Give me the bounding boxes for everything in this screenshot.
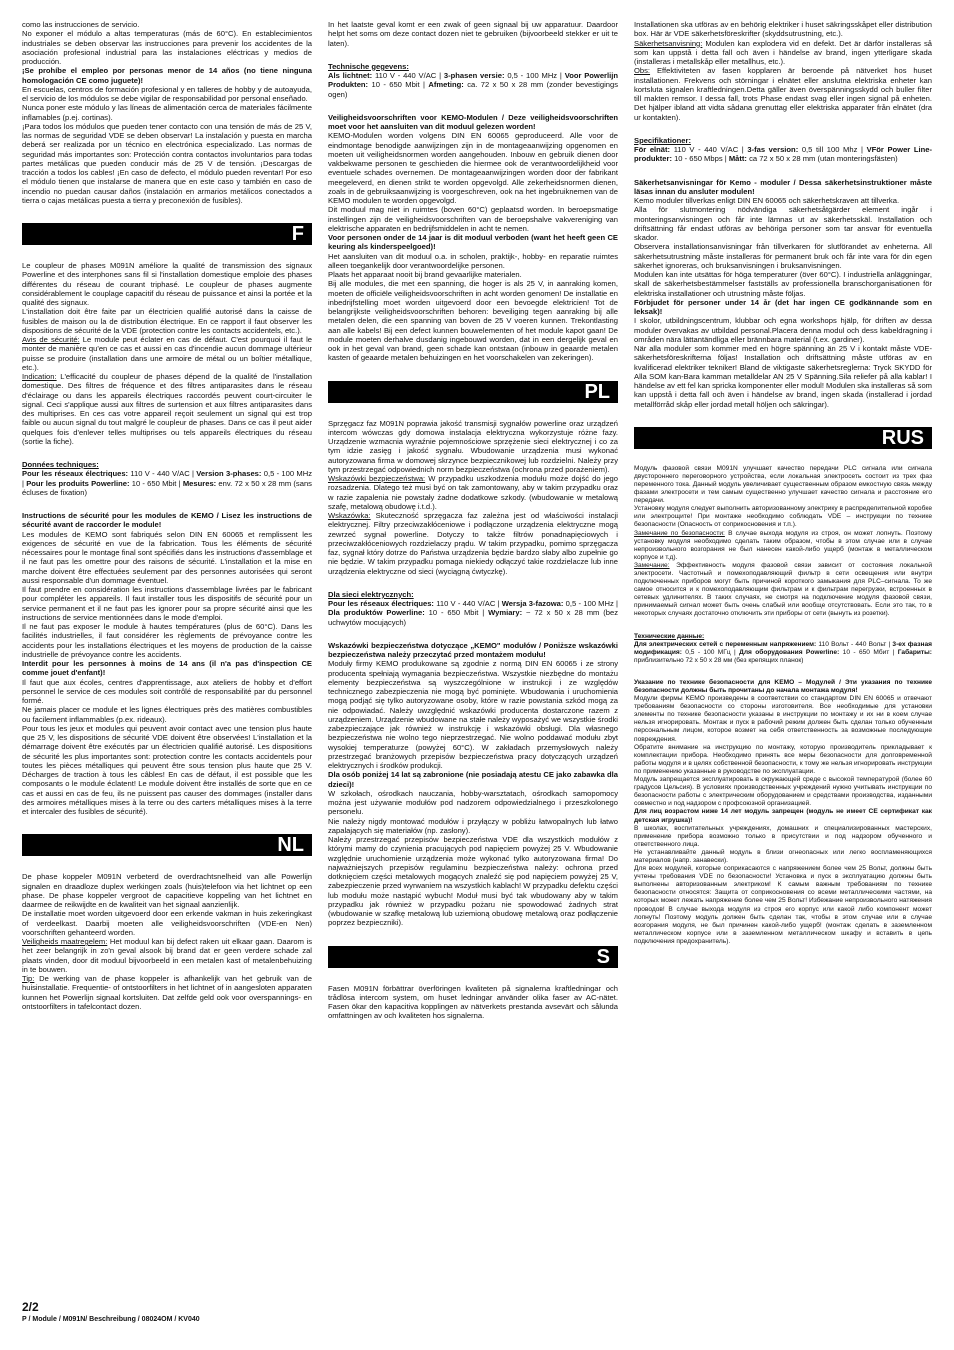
sv-tip: Obs: Effektiviteten av fasen kopplaren är beroende på nätverket hos huset installationen. Frekvens och störningar i elnätet eller anslutna elektriska enheter kan kortsluta signalen kraftledningen.Detta gäller även överspänningsskydd och buller filter till makten remsor. I dessa fall, trots Phase endast svag eller ingen signal på enheten. Det hjälper ibland att vidta sådana grenuttag eller elektriska apparater från elnätet (dra ur kontakten). bbox=[634, 66, 932, 122]
es-text: En escuelas, centros de formación profesional y en talleres de hobby y de autoayuda, el servicio de los módulos se debe vigilar de responsabilidad por personal enseñado. bbox=[22, 84, 312, 103]
es-text: como las instrucciones de servicio. bbox=[22, 20, 140, 29]
sv-intro: Fasen M091N förbättrar överföringen kvaliteten på signalerna kraftledningar och trådlösa intercom system, om huset ledningar använder olika faser av AC-nätet. Fasen ökar den kapacitiva kopplingen av nätverkets prestanda avsevärt och sålunda omfattningen av och kvaliteten hos signalerna. bbox=[328, 983, 618, 1021]
ru-tech-specs: Для электрических сетей с переменным напряжением: 110 Вольт - 440 Вольт | 3-ех фазная модификация: 0,5 - 100 МГц | Для оборудования Powerline: 10 - 650 Мбит | Габариты: приблизительно 72 x 50 x 28 мм (без крепящих планок) bbox=[634, 640, 933, 664]
pl-age-warning: Dla osób poniżej 14 lat są zabronione (nie posiadają atestu CE jako zabawka dla dzieci)! bbox=[328, 770, 618, 789]
sv-security-title: Säkerhetsanvisningar för Kemo - moduler / Dessa säkerhetsinstruktioner måste läsas innan du ansluter modulen! bbox=[634, 177, 932, 196]
ru-security-text: Для всех модулей, которые соприкасаются с напряжением более чем 25 Вольт, должны быть учтены требования VDE по безопасности! Установка и пуск в эксплуатацию должны быть выполнены авторизованным электриком! К самым важным требованиям по технике безопасности относятся: Защита от соприкосновения со всеми металлическими частями, на которых может лежать напряжение более чем 25 Вольт! Избежание непроизвольного натяжения проводов! В случае выхода модуля из строя его корпус или какой либо компонент может лопнуть! Поэтому модуль должен быть сделан так, чтобы в этом случае или в случае возгорания модуля, не был причинен какой-либо ущерб! (монтаж сделать в заземленном металлическом корпусе или в заземленном металлическом шкафу и вставить в цепь подключения предохранитель). bbox=[634, 865, 932, 945]
ru-security-title: Указание по технике безопасности для KEMO – Модулей / Эти указания по технике безопасности должны быть прочитаны до начала монтажа модуля! bbox=[634, 678, 932, 694]
fr-security-text: Il faut prendre en considération les instructions d'assemblage livrées par le fabricant pour compléter les appareils. Il faut installer tous les dispositifs de sécurité pour un service permanent et il ne faut pas les ignorer pour sa propre sécurité ainsi que les instructions de service mentionnées dans le mode d'emploi. bbox=[22, 585, 312, 622]
nl-tech-specs: Als lichtnet: 110 V - 440 V/AC | 3-phasen versie: 0,5 - 100 MHz | Voor Powerlijn Produkten: 10 - 650 Mbit | Afmeting: ca. 72 x 50 x 28 mm (zonder bevestigings ogen) bbox=[328, 71, 618, 99]
pl-security-text: W szkołach, ośrodkach nauczania, hobby-warsztatach, ośrodkach samopomocy można jest używanie modułów pod nadzorem odpowiedzialnego i przeszkolonego personelu. bbox=[328, 788, 618, 817]
sv-tech-specs: För elnät: 110 V - 440 V/AC | 3-fas version: 0,5 till 100 Mhz | VFör Power Line-produkter: 10 - 650 Mbps | Mått: ca 72 x 50 x 28 mm (utan monteringsfästen) bbox=[634, 145, 932, 164]
pl-security-title: Wskazówki bezpieczeństwa dotyczące „KEMO" modułów / Poniższe wskazówki bezpieczeństwa należy przeczytać przed montażem modułu! bbox=[328, 640, 618, 659]
es-text: ¡Se prohíbe el empleo por personas menor de 14 años (no tiene ninguna homologación CE como juguete)! bbox=[22, 66, 312, 85]
es-text: ¡Para todos los módulos que pueden tener contacto con una tensión de más de 25 V, las normas de seguridad VDE se deben observar! La instalación y puesta en marcha deberá ser realizada por un técnico en electrónica especializado. Las normas de seguridad más importantes son: Protección contra contactos involuntarios para todas partes metálicas que pueden conducir más de 25 V de tensión. ¡Descargas de tracción a todos los cables! ¡En caso de defecto, el módulo pueden reventar! Por eso el módulo tienen que instalarse de manera que en este caso y también en caso de incendio no puedan causar daños (instalación en armarios metálicos conectados a tierra o cajas metálicas puesta a tierra y preconexión de fusibles). bbox=[22, 121, 312, 205]
ru-install: Установку модуля следует выполнить авторизованному электрику в распределительной коробке или электрощите! При монтаже необходимо соблюдать VDE – инструкции по технике безопасности (Опасность от соприкосновения и т.п.). bbox=[634, 505, 932, 529]
language-banner-sv: S bbox=[328, 946, 618, 968]
fr-security-text: Les modules de KEMO sont fabriqués selon DIN EN 60065 et remplissent les exigences de sécurité en vue de la fabrication. Tous les éléments de sécurité nécessaires pour le montage final sont spécifiés dans les instructions d'assemblage et il ne faut pas les omettre pour des raisons de sécurité. L'installation et la mise en marche doivent être effectuées seulement par des personnes autorisées qui seront aussi responsable d'un dommage éventuel. bbox=[22, 529, 312, 585]
fr-install: L'installation doit être faite par un électricien qualifié autorisé dans la caisse de fusibles de maison ou la de distribution électrique. En ce rapport il faut observer les dispositions de sécurité de la VDE (protection contre les contacts accidentels, etc.). bbox=[22, 307, 312, 335]
sv-safety: Säkerhetsanvisning: Modulen kan explodera vid en defekt. Det är därför installeras så som kan uppstå i detta fall och även i händelse av brand, ingen ytterligare skada (installeras i metallskåp eller metallhus, etc.). bbox=[634, 38, 932, 66]
fr-security-text: Il faut que aux écoles, centres d'apprentissage, aux ateliers de hobby et d'effort personnel le service de ces modules soit contrôlé de responsabilité par du personnel formé. bbox=[22, 677, 312, 705]
fr-indication: Indication: L'efficacité du coupleur de phases dépend de la qualité de l'installation domestique. Des filtres de fréquence et des filtres antiparasites dans le réseau d'éclairage ou dans les appareils électriques raccordés peuvent court-circuiter le signal. Ceci s'applique aussi aux filtres de surtension et aux filtres antiparasites dans des multiprises. En ces cas votre appareil reçoit seulement un signal qui est trop faible ou aucun signal du tout malgré le coupleur de phases. Dans ce cas il peut aider quelques fois d'enlever telles multiprises ou tels appareils électriques du réseau (sortie la fiche). bbox=[22, 372, 312, 446]
nl-security-text: Plaats het apparaat nooit bij brand gevaarlijke materialen. bbox=[328, 270, 522, 279]
nl-security-title: Veiligheidsvoorschriften voor KEMO-Modulen / Deze veiligheidsvoorschriften moet voor het aansluiten van dit moduul gelezen worden! bbox=[328, 112, 618, 131]
fr-security-title: Instructions de sécurité pour les modules de KEMO / Lisez les instructions de sécurité avant de raccorder le module! bbox=[22, 511, 312, 530]
sv-security-text: Kemo moduler tillverkas enligt DIN EN 60065 och säkerhetskraven att tillverka. bbox=[634, 196, 900, 205]
ru-age-warning: Для лиц возрастом ниже 14 лет модуль запрещен (модуль не имеет CE сертификат как детская игрушка)! bbox=[634, 808, 932, 824]
ru-security-text: Модуль запрещается эксплуатировать в окружающей среде с высокой температурой (более 60 градусов Цельсия). В условиях производственных учреждений нужно учитывать инструкции по безопасности работы с электрическим оборудованием и средствами производства, изданными совместно и под надзором с профсоюзной организацией. bbox=[634, 776, 932, 808]
fr-safety: Avis de sécurité: Le module peut éclater en cas de défaut. C'est pourquoi il faut le monter de manière qu'en ce cas et aussi en cas d'incendie aucun dommage ultérieur puisse se produire (installation dans une armoire de métal ou un boîtier métallique, etc.). bbox=[22, 335, 312, 372]
pl-security-text: Należy przestrzegać przepisów bezpieczeństwa VDE dla wszystkich modułów z którymi mamy do czynienia pracujących pod napięciem powyżej 25 V. Wbudowanie względnie uruchomienie urządzenia może wykonać tylko autoryzowana firma! Do najważniejszych przepisów regulaminu bezpieczeństwa należy: ochrona przed dotknięciem części metalowych mogących znaleźć się pod napięciem powyżej 25 V, zabezpieczenie przed wyrwaniem na wszystkich kablach! W przypadku defektu części lub modułu może nastąpić wybuch! Moduł musi być tak wbudowany aby w takim przypadku jak również w przypadku pożaru nie spowodować żadnych strat (wbudowanie w szafkę metalową lub uziemioną obudowę metalową oraz podłączenie poprzez bezpieczniki). bbox=[328, 835, 618, 928]
fr-intro: Le coupleur de phases M091N améliore la qualité de transmission des signaux Powerline et des interphones sans fil si l'installation domestique emploie des phases différentes du réseau de courant triphasé. Le coupleur de phases augmente considérablement le couplage capacitif du réseau de puissance et ainsi la portée et la qualité des signaux. bbox=[22, 261, 312, 307]
nl-security-text: KEMO-Modulen worden volgens DIN EN 60065 geproduceerd. Alle voor de eindmontage benodigde aanwijzingen zijn in de montageaanwijzing opgenomen en moeten uit veiligheidsnormen worden aangehouden. Inbouw en gebruik dienen door vakbekwame personen te geschieden die hiermee ook de verantwoordelijkheid voor eventuele schades overnemen. De montageaanwijzingen worden door der fabrikant meegeleverd, en dienen strikt te worden opgevolgd. Alle zekerheidsnormen dienen, zoals in de gebruiksaanwijzing is voorgeschreven, ook na het ingebruiknemen van de KEMO modulen te worden opgevolgd. bbox=[328, 131, 618, 205]
language-banner-nl: NL bbox=[22, 834, 312, 856]
nl-security-text: Bij alle modules, die met een spanning, die hoger is als 25 V, in aanraking komen, moeten de officiële veiligheidsvoorschriften in acht worden genomen! De installatie en inbedrijfstelling moet worden uitgevoerd door een bevoegde elektricien! Tot de belangrijkste veiligheidsvoorschriften behoren: beveiliging tegen aanraking bij alle metalen delen, die een spanning van boven de 25 V voeren kunnen. Trekontlasting aan alle kabels! Bij een defect kunnen bouwelementen of het module kapot gaan! De module moeten derhalve dusdanig ingebouwd worden, dat in een dergelijk geval en ook in het geval van brand, geen schade kan ontstaan (inbouw in geaarde metalen kasten of geaarde metalen behuizingen en het voorschakelen van zekeringen). bbox=[328, 279, 618, 363]
language-banner-fr: F bbox=[22, 223, 312, 245]
ru-safety: Замечание по безопасности: В случае выхода модуля из строя, он может лопнуть. Поэтому установку модуля необходимо сделать таким образом, чтобы в этом случае или в случае непроизвольного возгорания не был нанесен какой-либо ущерб (монтаж в металлическом корпусе и т.д). bbox=[634, 529, 932, 561]
column-2 bbox=[328, 20, 618, 1021]
fr-tech-specs: Pour les réseaux électriques: 110 V - 440 V/AC | Version 3-phases: 0,5 - 100 MHz | Pour les produits Powerline: 10 - 650 Mbit | Mesures: env. 72 x 50 x 28 mm (sans écluses de fixation) bbox=[22, 469, 312, 497]
es-text: No exponer el módulo a altas temperaturas (más de 60°C). En establecimientos industriales se deben observar las instrucciones para prevenir los accidentes de la asociación profesional industrial para las instalaciones eléctricas y medios de producción. bbox=[22, 29, 312, 66]
fr-security-text: Ne jamais placer ce module et les lignes électriques près des matières combustibles ou facilement inflammables (p.ex. rideaux). bbox=[22, 705, 312, 724]
nl-install: De installatie moet worden uitgevoerd door een erkende vakman in huis zekeringkast of verdeelkast. Daarbij moeten alle veiligheidsvoorschriften (VDE-en Nen) voorschriften gehanteerd worden. bbox=[22, 909, 312, 937]
ru-security-text: Модули фирмы KEMO произведены в соответствии со стандартом DIN EN 60065 и отвечают требованиям безопасности со стороны изготовителя. Все необходимые для установки элементы по технике безопасности указаны в инструкции по монтажу и их ни в коем случае нельзя игнорировать. Монтаж и пуск в рабочий режим должен быть сделан только обученным персональным лицом, которое возмет на себя ответственность за возможные последующие повреждения. bbox=[634, 695, 932, 743]
nl-security-text: Dit moduul mag niet in ruimtes (boven 60°C) geplaatsd worden. In beroepsmatige instellingen zijn de veiligheidsvoorschriften van de beroepshalve vakvereniging van elektrische apparaten en bedrijfsmiddelen in acht te nemen. bbox=[328, 205, 618, 233]
pl-tip: Wskazówka: Skuteczność sprzęgacza faz zależna jest od właściwości instalacji elektrycznej. Filtry przeciwzakłóceniowe i podłączone urządzenia elektryczne mogą zewrzeć sygnał powerline. Dotyczy to także filtrów ponadnapięciowych i przeciwzakłóceniowych rozdzielaczy prądu. W takim przypadku, pomimo sprzęgacza faz, sygnał który dotrze do Państwa urządzenia będzie bardzo słaby albo zupełnie go nie będzie. W takim przypadku pomaga niekiedy odłączyć takie rozdzielacze lub inne urządzenia elektryczne od sieci (wyciągną ćwtyczkę). bbox=[328, 511, 618, 576]
nl-safety: Veiligheids maatregelem: Het moduul kan bij defect raken uit elkaar gaan. Daarom is het zeer belangrijk in zo'n geval alsook bij brand dat er geen verdere schade zal plaats vinden, door dit moduul bijvoorbeeld in een metalen kast of metalenbehuizing in te bouwen. bbox=[22, 937, 313, 974]
ru-tech-title: Технические данные: bbox=[634, 632, 705, 640]
column-1 bbox=[22, 20, 312, 1011]
fr-age-warning: Interdit pour les personnes à moins de 14 ans (il n'a pas d'inspection CE comme jouet d'enfant)! bbox=[22, 659, 312, 678]
sv-age-warning: Förbjudet för personer under 14 år (det har ingen CE godkännande som en leksak)! bbox=[634, 297, 932, 316]
fr-security-text: Il ne faut pas exposer le module à hautes températures (plus de 60°C). Dans les facilités industrielles, il faut considérer les règlements de prévoyance contre les accidents pour les installations électriques et les moyens de production de la caisse industrielle de prévoyance contre les accidents. bbox=[22, 622, 312, 659]
column-3 bbox=[634, 20, 932, 946]
fr-tech-title: Données techniques: bbox=[22, 460, 99, 469]
sv-security-text: Alla för slutmontering nödvändiga säkerhetsåtgärder element ingår i monteringsanvisningen och får inte lämnas ut av säkerhetsskäl. Installation och driftsättning får endast utföras av behöriga personer som tar ansvar för eventuella skador. bbox=[634, 205, 932, 242]
document-reference: P / Module / M091N/ Beschreibung / 08024OM / KV040 bbox=[22, 1316, 200, 1323]
nl-intro: De phase koppeler M091N verbeterd de overdrachtsnelheid van alle Powerlijn signalen en draadloze duplex werkingen zoals (huis)telefoon via het lichtnet op een phase. De phase koppeler vergroot de capacitieve koppeling van het lichtnet en daarmee de reikwijdte en de kwaliteit van het signaal aanzienlijk. bbox=[22, 872, 312, 909]
page-number: 2/2 bbox=[22, 1300, 39, 1314]
ru-security-text: В школах, воспитательных учреждениях, домашних и специализированных мастерских, применение прибора возможно только в присутствии и под надзором обученного и ответственного лица. bbox=[634, 824, 932, 848]
sv-security-text: När alla moduler som kommer med en högre spänning än 25 V i kontakt måste VDE-säkerhetsföreskrifterna följas! Installation och driftsättning måste utföras av en kvalificerad elektriker tekniker! Bland de viktigaste säkerhetsreglerna: Tryck SKYDD för Alla SOM kan-Bara kamman metalldelar AN 25 V Spänning.Sila reliefer på alla kablar! I händelse av ett fel kan spricka komponenter eller modul! Modulen ska installeras så som kan uppstå i detta fall och även i händelse av brand, ingen skada (installerad i jordad metallförråd skåp eller jordad metall höljen och säkringar). bbox=[634, 344, 932, 409]
nl-age-warning: Voor personen onder de 14 jaar is dit moduul verboden (want het heeft geen CE keuring als kinderspeelgoed)! bbox=[328, 233, 618, 252]
pl-intro: Sprzęgacz faz M091N poprawia jakość transmisji sygnałów powerline oraz urządzeń intercom wówczas gdy domowa instalacja elektryczna wykorzystuje różne fazy. Urządzenie wzmacnia wyraźnie pojemnościowe sprzężenie sieci elektrycznej i co za tym idzie zasięg i jakość sygnału. Wbudowanie urządzenia musi wykonać autoryzowana firma w domowej skrzynce bezpiecznikowej lub rozdzielni. Należy przy tym przestrzegać odpowiednich norm bezpieczeństwa (ochrona przed porażeniem). bbox=[328, 418, 618, 474]
sv-security-text: Modulen kan inte utsättas för höga temperaturer (över 60°C). I industriella anläggningar, skall de säkerhetsbestämmelser fastställs av professionella branschorganisationen för elektriska installationer och utrustning måste följas. bbox=[634, 270, 932, 298]
fr-security-text: Pour tous les jeux et modules qui peuvent avoir contact avec une tension plus haute que 25 V, les dispositions de sécurité VDE doivent être observées! L'installation et la démarrage doivent être exécutés par un électricien qualifié autorisé. Les dispositions de sécurité les plus importantes sont: protection contre les contacts accidentels pour toutes les pièces métalliques qui peuvent être sous tension plus haute que 25 V. Décharges de traction à tous les câbles! En cas de défaut, il est possible que les composants o le module éclatent! Le module doivent être installés de sorte que en ce cas et aussi en cas de feu, ils ne puissent pas causer des dommages (installer dans des armoires métalliques mises à la terre ou des carters métalliques mises à la terre et intercaler des fusibles de sécurité). bbox=[22, 723, 312, 816]
page-footer bbox=[22, 1300, 200, 1325]
ru-tip: Замечание: Эффективность модуля фазовой связи зависит от состояния локальной электросети. Частотный и помехоподавляющий фильтр в сети освещения или внутри подключенных приборов могут быть причиной короткого замыкания для PLC–сигнала. То же самое относится и к помехоподавляющим фильтрам и к фильтрам перегрузки, встроенных в сетевых удлинителях. В таких случаях, не смотря на подключение модуля фазовой связи, принимаемый сигнал может быть очень слабый или вообще отсутствовать. Если это так, то в некоторых случаях достаточно отключить эти приборы от сети (вынуть из розетки). bbox=[634, 561, 932, 618]
ru-security-text: Обратите внимание на инструкцию по монтажу, которую производитель прикладывает к комплектации прибора. Необходимо принять все меры безопасности для долговременной работы модуля и в целях собственной безопасности, к тому же нельзя игнорировать инструкции по применению указанные в руководстве по эксплуатации. bbox=[634, 743, 932, 775]
pl-tech-specs: Pour les réseaux électriques: 110 V - 440 V/AC | Wersja 3-fazowa: 0,5 - 100 MHz | Dla produktów Powerline: 10 - 650 Mbit | Wymiary: ~ 72 x 50 x 28 mm (bez uchwytów mocujących) bbox=[328, 599, 618, 627]
nl-tip: Tip: De werking van de phase koppeler is afhankelijk van het gebruik van de huisinstallatie. Frequentie- of ontstoorfilters in het lichtnet of in aangesloten apparaten kunnen het Powerlijn signaal kortsluiten. Dat zelfde geld ook voor overspannings- en ontstoorfilters in tafelcontact dozen. bbox=[22, 974, 312, 1011]
nl-tech-title: Technische gegevens: bbox=[328, 61, 409, 71]
sv-tech-title: Specifikationer: bbox=[634, 135, 691, 145]
sv-security-text: Observera installationsanvisningar från tillverkaren för slutförandet av enheterna. All säkerhetsutrustning måste installeras för permanent bruk och får inte vara för din egen säkerhet ignoreras, och bruksanvisningen i bruksanvisningen. bbox=[634, 242, 932, 270]
sv-security-text: I skolor, utbildningscentrum, klubbar och egna workshops hjälp, för driften av dessa moduler övervakas av utbildad personal.Placera denna modul och dess kabeldragning i områden nära lättantändliga eller brännbara material (t.ex. gardiner). bbox=[634, 316, 932, 344]
ru-intro: Модуль фазовой связи M091N улучшает качество передачи PLC сигнала или сигнала двустороннего переговорного устройства, если локальная электросеть состоит из трех фаз переменного тока. Данный модуль увеличивает существенным образом емкостную связь между фазами электросети и тем самым существенно улучшает качество сигнала и расстояние его передачи. bbox=[634, 464, 932, 505]
pl-tech-title: Dla sieci elektrycznych: bbox=[328, 589, 414, 599]
nl-security-text: Het aansluiten van dit moduul o.a. in scholen, praktijk-, hobby- en reparatie ruimtes alleen toegankelijk door verantwoordelijke personen. bbox=[328, 251, 618, 270]
sv-install: Installationen ska utföras av en behörig elektriker i huset säkringsskåpet eller distribution box. Här är VDE säkerhetsföreskrifter (skyddsutrustning, etc.). bbox=[634, 20, 932, 39]
ru-section bbox=[634, 465, 932, 946]
nl-tip-cont: In het laatste geval komt er een zwak of geen signaal bij uw apparatuur. Daardoor helpt het soms om deze contact dozen niet te gebruiken (bijvoorbeeld stekker er uit te laten). bbox=[328, 20, 618, 48]
pl-safety: Wskazówki bezpieczeństwa: W przypadku uszkodzenia modułu może dojść do jego rozsadzenia. Dlatego też musi być on tak zamontowany, aby w takim przypadku oraz w razie zapalenia nie powstały żadne dodatkowe szkody. (wbudowanie w metalową szafę, metalową obudowę i.t.d.). bbox=[328, 474, 618, 511]
pl-security-text: Nie należy nigdy montować modułów i przyłączy w pobliżu łatwopalnych lub łatwo zapalających się materiałów (np. zasłony). bbox=[328, 816, 618, 835]
language-banner-pl: PL bbox=[328, 381, 618, 403]
es-text: Nunca poner este módulo y las líneas de alimentación cerca de materiales fácilmente inflamables (p.ej. cortinas). bbox=[22, 103, 312, 122]
ru-security-text: Не устанавливайте данный модуль в близи огнеопасных или легко воспламеняющихся материалов (напр. занавески). bbox=[634, 848, 932, 864]
pl-security-text: Moduły firmy KEMO produkowane są zgodnie z normą DIN EN 60065 i ze strony producenta spełniają wymagania bezpieczeństwa. Wszystkie niezbędne do montażu elementy bezpieczeństwa są wyszczególnione w instrukcji i ze względów technicznego zabezpieczenia nie mogą być pominięte. Wbudowania i uruchomienia mogą podjąć się tylko autoryzowane osoby, które w razie powstania szkód mogą za nie odpowiadać. Należy uwzględnić wskazówki producenta dostarczone razem z urządzeniem. Urządzenie wbudowane na stałe należy wyposażyć we wszystkie środki zabezpieczające jak również w instrukcję i wskazówki obsługi. Dla własnego bezpieczeństwa nie wolno tego nieprzestrzegać. Nie wolno poddawać modułu zbyt wysokiej temperaturze (powyżej 60°C). W zakładach przemysłowych należy przestrzegać branżowych przepisów bezpieczeństwa pracy dotyczących urządzeń elektrycznych i środków produkcji. bbox=[328, 659, 618, 770]
language-banner-ru: RUS bbox=[634, 427, 932, 449]
